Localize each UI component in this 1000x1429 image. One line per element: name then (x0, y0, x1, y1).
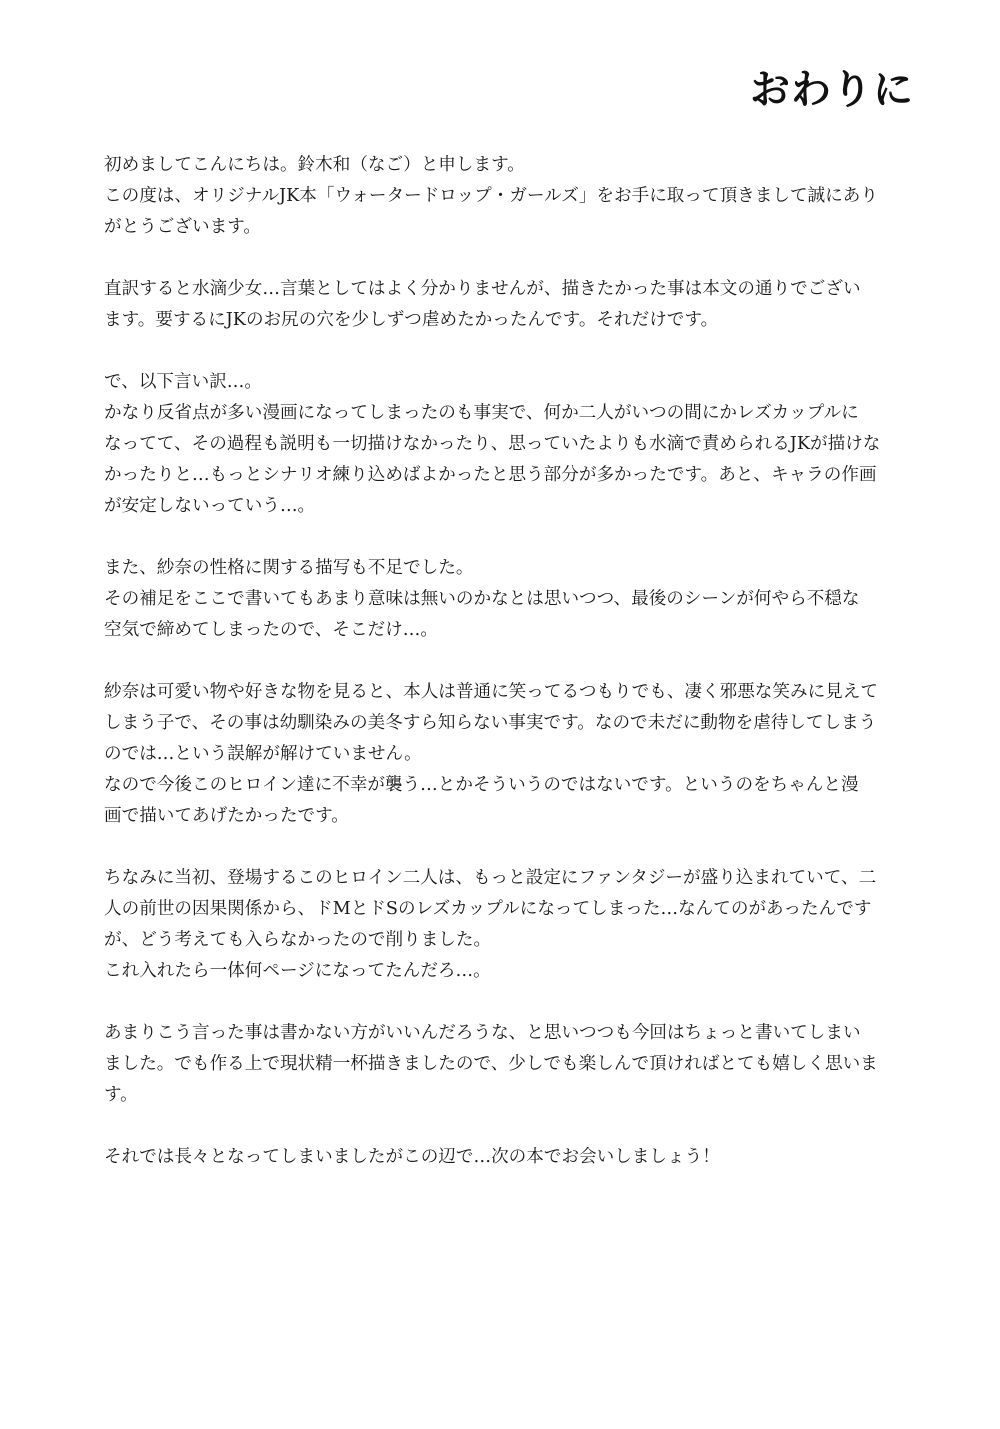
text-line: 初めましてこんにちは。鈴木和（なご）と申します。 (104, 155, 525, 175)
paragraph-original-setting (104, 863, 894, 987)
text-line: しまう子で、その事は幼馴染みの美冬すら知らない事実です。なので未だに動物を虐待してしまう (104, 713, 877, 733)
text-line: かったりと…もっとシナリオ練り込めばよかったと思う部分が多かったです。あと、キャラの作画 (104, 465, 877, 485)
paragraph-character-note (104, 553, 894, 646)
text-line: 画で描いてあげたかったです。 (104, 806, 349, 826)
text-line: す。 (104, 1085, 138, 1105)
paragraph-excuses (104, 367, 894, 522)
text-line: また、紗奈の性格に関する描写も不足でした。 (104, 558, 474, 578)
text-line: のでは…という誤解が解けていません。 (104, 744, 422, 764)
paragraph-character-detail (104, 677, 894, 832)
text-line: が安定しないっていう…。 (104, 496, 316, 516)
text-line: なってて、その過程も説明も一切描けなかったり、思っていたよりも水滴で責められるJKが描けな (104, 434, 881, 454)
text-line: 直訳すると水滴少女…言葉としてはよく分かりませんが、描きたかった事は本文の通りでござい (104, 279, 861, 299)
text-line: ちなみに当初、登場するこのヒロイン二人は、もっと設定にファンタジーが盛り込まれていて、二 (104, 868, 877, 888)
text-line: が、どう考えても入らなかったので削りました。 (104, 930, 492, 950)
text-line: 紗奈は可愛い物や好きな物を見ると、本人は普通に笑ってるつもりでも、凄く邪悪な笑みに見えて (104, 682, 878, 702)
text-line: がとうございます。 (104, 217, 261, 237)
text-line: それでは長々となってしまいましたがこの辺で…次の本でお会いしましょう！ (104, 1147, 720, 1167)
text-line: これ入れたら一体何ページになってたんだろ…。 (104, 961, 491, 981)
paragraph-title-meaning (104, 274, 894, 336)
text-line: あまりこう言った事は書かない方がいいんだろうな、と思いつつも今回はちょっと書いてしまい (104, 1023, 861, 1043)
text-line: かなり反省点が多い漫画になってしまったのも事実で、何か二人がいつの間にかレズカップルに (104, 403, 859, 423)
page-title: おわりに (750, 67, 914, 113)
paragraph-farewell (104, 1142, 894, 1173)
text-line: 人の前世の因果関係から、ドMとドSのレズカップルになってしまった…なんてのがあったんです (104, 899, 872, 919)
text-line: ました。でも作る上で現状精一杯描きましたので、少しでも楽しんで頂ければとても嬉しく思いま (104, 1054, 878, 1074)
paragraph-closing-thoughts (104, 1018, 894, 1111)
paragraph-greeting (104, 150, 894, 243)
text-line: 空気で締めてしまったので、そこだけ…。 (104, 620, 438, 640)
text-line: ます。要するにJKのお尻の穴を少しずつ虐めたかったんです。それだけです。 (104, 310, 719, 330)
text-line: その補足をここで書いてもあまり意味は無いのかなとは思いつつ、最後のシーンが何やら不穏な (104, 589, 860, 609)
afterword-body (104, 150, 894, 1204)
text-line: この度は、オリジナルJK本「ウォータードロップ・ガールズ」をお手に取って頂きまして誠にあり (104, 186, 878, 206)
text-line: で、以下言い訳…。 (104, 372, 262, 392)
text-line: なので今後このヒロイン達に不幸が襲う…とかそういうのではないです。というのをちゃんと漫 (104, 775, 859, 795)
